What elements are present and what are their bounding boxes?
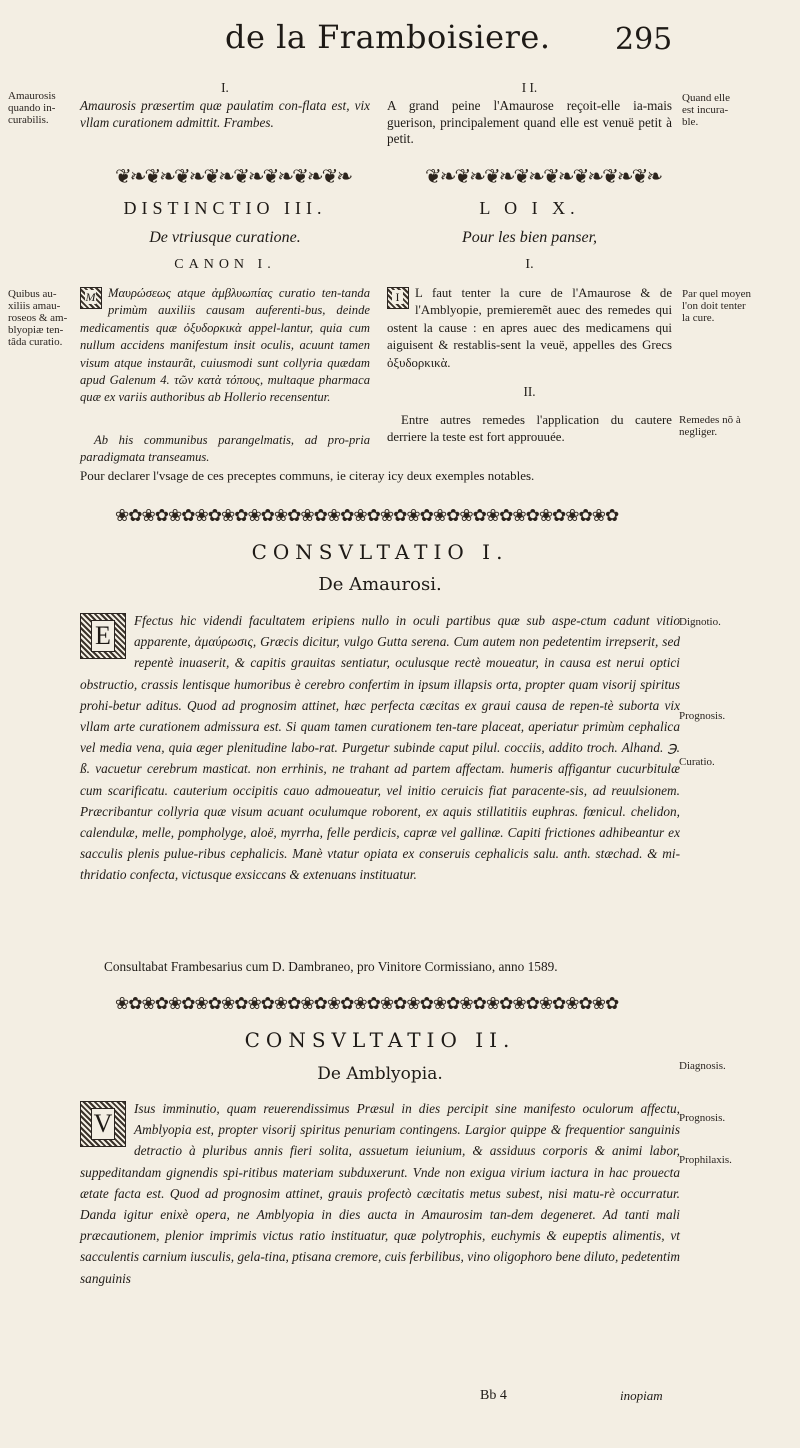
- consultatio-1-note: Consultabat Frambesarius cum D. Dambraneo, pro Vinitore Cormissiano, anno 1589.: [104, 959, 558, 974]
- margin-note-curatio: Curatio.: [679, 756, 715, 768]
- left-paragraph-3: Ab his communibus parangelmatis, ad pro-pria paradigmata transeamus.: [80, 433, 370, 465]
- catchword: inopiam: [620, 1388, 663, 1403]
- consultatio-1-subtitle: De Amaurosi.: [318, 574, 442, 595]
- dropcap-v: V: [80, 1101, 126, 1147]
- bridge-line: Pour declarer l'vsage de ces preceptes communs, ie citeray icy deux exemples notables.: [80, 468, 535, 483]
- right-subtitle: Pour les bien panser,: [461, 229, 598, 246]
- right-paragraph-2-text: L faut tenter la cure de l'Amaurose & de l'Amblyopie, premieremẽt auec des remedes qui ostent la cause : en apres auec des medicamens qui aiguisent & restablis-sent la veuë, appelles des Grecs ὀξυδορκικὰ.: [387, 286, 672, 370]
- right-paragraph-3: Entre autres remedes l'application du cautere derriere la teste est fort approuuée.: [387, 413, 672, 445]
- margin-note-prophilaxis: Prophilaxis.: [679, 1154, 732, 1166]
- right-number-2: I.: [525, 257, 534, 272]
- ornament-band-consult-1: ❀✿❀✿❀✿❀✿❀✿❀✿❀✿❀✿❀✿❀✿❀✿❀✿❀✿❀✿❀✿❀✿❀✿❀✿❀✿: [115, 506, 619, 526]
- margin-note-diagnosis: Diagnosis.: [679, 1060, 726, 1072]
- margin-note-right-3: Remedes nõ à negliger.: [679, 414, 741, 438]
- ornament-band-consult-2: ❀✿❀✿❀✿❀✿❀✿❀✿❀✿❀✿❀✿❀✿❀✿❀✿❀✿❀✿❀✿❀✿❀✿❀✿❀✿: [115, 994, 619, 1014]
- distinctio-heading: DISTINCTIO III.: [123, 198, 327, 218]
- left-subtitle: De vtriusque curatione.: [149, 229, 301, 246]
- margin-note-prognosis-2: Prognosis.: [679, 1112, 726, 1124]
- loix-heading: L O I X.: [479, 198, 580, 218]
- right-number-1: I I.: [521, 80, 538, 95]
- consultatio-1-body: [80, 610, 680, 886]
- margin-note-dignotio: Dignotio.: [679, 616, 721, 628]
- left-paragraph-1: Amaurosis præsertim quæ paulatim con-flata est, vix vllam curationem admittit. Frambes.: [80, 98, 370, 130]
- margin-note-prognosis: Prognosis.: [679, 710, 726, 722]
- left-paragraph-2-text: Μαυρώσεως atque ἀμβλυωπίας curatio ten-tanda primùm auxiliis causam auferenti-bus, deinde medicamentis quæ ὀξυδορκικὰ appel-lantur, quia cum nullum accidens manifestum insit oculis, acuunt tamen visum atque instaurãt, cuiusmodi sunt collyria quædam apud Galenum 4. τῶν κατὰ τόπους, multaque pharmaca quæ ex variis authoribus ab Hollerio recensentur.: [80, 286, 370, 405]
- margin-note-left-2: Quibus au-xiliis amau-roseos & am-blyopiæ ten-tâda curatio.: [8, 288, 68, 348]
- right-paragraph-2: [387, 285, 672, 372]
- left-number-1: I.: [221, 80, 229, 95]
- canon-heading: CANON I.: [174, 257, 276, 272]
- right-number-3: II.: [523, 384, 536, 399]
- consultatio-2-title: CONSVLTATIO II.: [244, 1028, 516, 1052]
- margin-note-left-1: Amaurosis quando in-curabilis.: [8, 90, 56, 126]
- running-title: de la Framboisiere.: [225, 18, 551, 56]
- consultatio-2-subtitle: De Amblyopia.: [317, 1064, 443, 1084]
- consultatio-2-text: Isus imminutio, quam reuerendissimus Præsul in dies percipit sine manifesto oculorum affectu, Amblyopia est, propter visorij spiritus penuriam contingens. Largior quippe & frequentior sanguinis detractio à pluribus annis fieri solita, assuetum ieiunium, & assiduus corporis & animi labor, suppeditandam gignendis spi-ritibus materiam subduxerunt. Vnde non exigua virium iactura in hac prouecta ætate facta est. Quod ad prognosim attinet, grauis profectò cæcitatis metus subest, nisi matu-rè occurratur. Danda igitur enixè opera, ne Amblyopia in dies aucta in Amaurosim tan-dem degeneret. Ad tanti mali præcautionem, plenior imprimis victus ratio instituatur, quæ polytrophis, euchymis & eupeptis alimentis, vt sacculentis carnium iusculis, gela-tina, ptisana cremore, cuis ferbilibus, vino oligophoro bene diluto, pedetentim sanguinis: [80, 1101, 680, 1286]
- dropcap-i: I: [387, 287, 409, 309]
- margin-note-right-1: Quand elle est incura-ble.: [682, 92, 730, 128]
- page-number: 295: [615, 22, 673, 57]
- signature-mark: Bb 4: [480, 1388, 507, 1403]
- right-paragraph-1: A grand peine l'Amaurose reçoit-elle ia-mais guerison, principalement quand elle est venuë petit à petit.: [387, 98, 672, 147]
- consultatio-1-title: CONSVLTATIO I.: [251, 540, 509, 564]
- consultatio-2-body: [80, 1098, 680, 1289]
- consultatio-1-text: Ffectus hic videndi facultatem eripiens nullo in oculi partibus quæ sub aspe-ctum cadunt vitio apparente, ἀμαύρωσις, Græcis dicitur, vulgo Gutta serena. Cum autem non pedetentim irrepserit, sed repentè inuaserit, & capitis grauitas sentiatur, oculusque rectè moueatur, in causa est nerui optici obstructio, crassis lentisque humoribus è cerebro confertim in ipsum illapsis orta, propter quam visorij spiritus prohi-betur aditus. Quod ad prognosim attinet, hæc perfecta cæcitas ex graui causa de repen-tè suborta vix vllam arte curationem admissura est. Si quam tamen curationem ten-tare placeat, aperiatur primùm cephalica vel media vena, quia æger plenitudine labo-rat. Purgetur subinde caput pilul. cocciis, addito troch. Alhand. ℈. ß. vacuetur cerebrum masticat. non errhinis, ne trahant ad partem affectam. humeris affigantur cucurbitulæ cum scarificatu. cauterium occipitis cauo admoueatur, vel initio ceruicis fiat paracente-sis, ad reuulsionem. Præcribantur collyria quæ visum acuant oculumque roborent, ex aquis stillatitiis euphras. fœnicul. chelidon, calendulæ, melle, pompholyge, aloë, myrrha, felle perdicis, capræ vel gallinæ. Capiti frictiones adhibeantur ex sacculis plenis pulue-ribus cephalicis. Manè vtatur opiata ex conseruis cephalicis salu. anth. stæchad. & mi-thridatio confecta, victusque exsiccans & extenuans instituatur.: [80, 613, 680, 883]
- ornament-band-left: ❦❧❦❧❦❧❦❧❦❧❦❧❦❧❦❧: [115, 164, 352, 188]
- margin-note-right-2: Par quel moyen l'on doit tenter la cure.: [682, 288, 752, 324]
- ornament-band-right: ❦❧❦❧❦❧❦❧❦❧❦❧❦❧❦❧: [425, 164, 662, 188]
- dropcap-e: E: [80, 613, 126, 659]
- dropcap-mu: Μ: [80, 287, 102, 309]
- left-paragraph-2: [80, 285, 370, 407]
